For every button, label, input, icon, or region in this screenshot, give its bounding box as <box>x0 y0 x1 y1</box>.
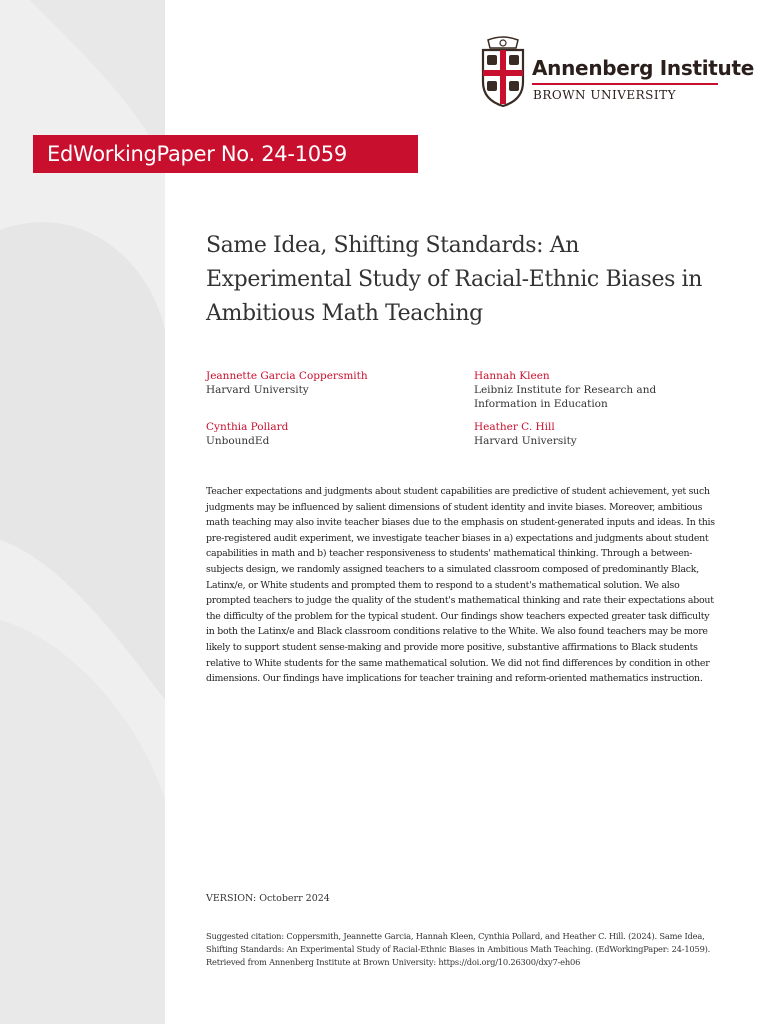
author-block <box>474 369 704 411</box>
author-block <box>206 420 288 448</box>
author-affiliation: Harvard University <box>206 384 309 396</box>
author-block <box>206 369 368 397</box>
author-name: Cynthia Pollard <box>206 421 289 433</box>
version-label: VERSION: Octoberr 2024 <box>206 893 330 904</box>
author-affiliation: Leibniz Institute for Research and Information in Education <box>474 384 657 410</box>
brown-university-shield-icon <box>478 36 528 108</box>
author-block <box>474 420 577 448</box>
logo-divider <box>532 83 718 85</box>
institute-name: Annenberg Institute <box>532 56 755 80</box>
suggested-citation: Suggested citation: Coppersmith, Jeannette Garcia, Hannah Kleen, Cynthia Pollard, and Heather C. Hill. (2024). Same Idea, Shifting Standards: An Experimental Study of Racial-Ethnic Biases in Ambitious Math Teaching. (EdWorkingPaper: 24-1059). Retrieved from Annenberg Institute at Brown University: https://doi.org/10.26300/dxy7-eh06 <box>206 931 711 967</box>
paper-title: Same Idea, Shifting Standards: An Experimental Study of Racial-Ethnic Biases in Ambitious Math Teaching <box>206 233 702 326</box>
author-name: Jeannette Garcia Coppersmith <box>206 370 368 382</box>
university-name: BROWN UNIVERSITY <box>533 88 677 102</box>
author-affiliation: Harvard University <box>474 435 577 447</box>
author-name: Hannah Kleen <box>474 370 550 382</box>
paper-number-banner: EdWorkingPaper No. 24-1059 <box>33 135 418 173</box>
author-name: Heather C. Hill <box>474 421 555 433</box>
author-affiliation: UnboundEd <box>206 435 270 447</box>
abstract-text: Teacher expectations and judgments about student capabilities are predictive of student achievement, yet such judgments may be influenced by salient dimensions of student identity and invite biases. Moreover, ambitious math teaching may also invite teacher biases due to the emphasis on student-generated inputs and ideas. In this pre-registered audit experiment, we investigate teacher biases in a) expectations and judgments about student capabilities in math and b) teacher responsiveness to students' mathematical thinking. Through a between-subjects design, we randomly assigned teachers to a simulated classroom composed of predominantly Black, Latinx/e, or White students and prompted them to respond to a student's mathematical solution. We also prompted teachers to judge the quality of the student's mathematical thinking and rate their expectations about the difficulty of the problem for the typical student. Our findings show teachers expected greater task difficulty in both the Latinx/e and Black classroom conditions relative to the White. We also found teachers may be more likely to support student sense-making and provide more positive, substantive affirmations to Black students relative to White students for the same mathematical solution. We did not find differences by condition in other dimensions. Our findings have implications for teacher training and reform-oriented mathematics instruction. <box>206 486 715 685</box>
